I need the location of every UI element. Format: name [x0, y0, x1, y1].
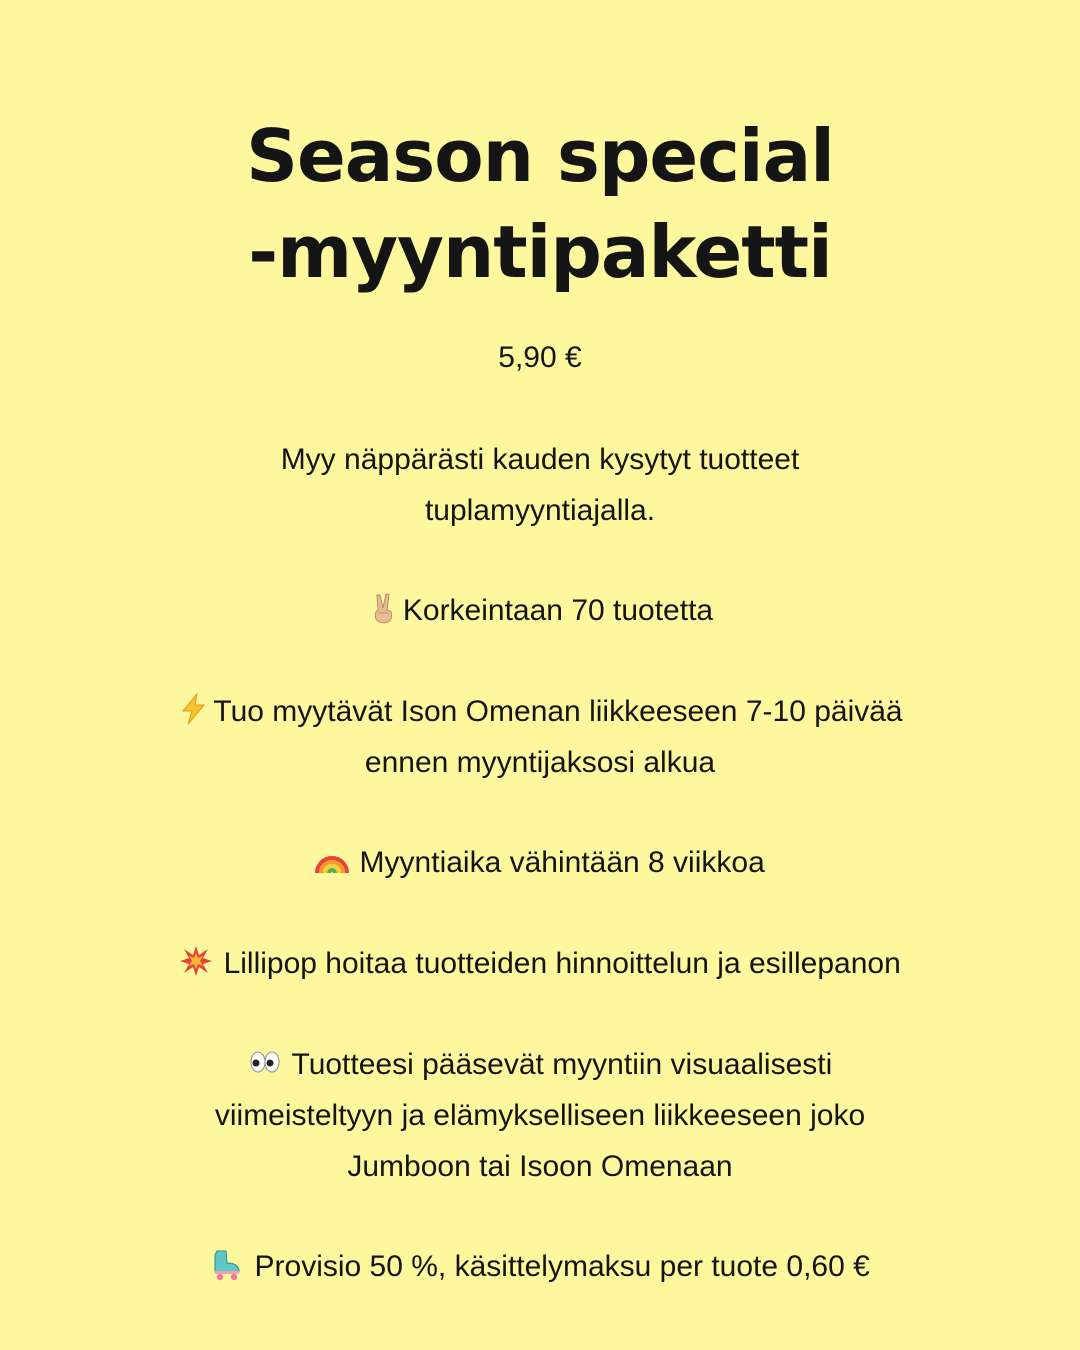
feature-text-line-2: viimeisteltyyn ja elämykselliseen liikkeeseen joko	[214, 1099, 866, 1132]
page-title	[0, 108, 1080, 300]
feature-item-sales-period	[0, 837, 1080, 888]
feature-text-line-3: Jumboon tai Isoon Omenaan	[347, 1150, 733, 1183]
roller-skate-icon	[210, 1247, 244, 1281]
title-line-2: -myyntipaketti	[248, 210, 832, 294]
feature-text: Provisio 50 %, käsittelymaksu per tuote 0,60 €	[246, 1250, 870, 1283]
feature-item-delivery	[0, 686, 1080, 788]
collision-icon	[179, 944, 213, 978]
feature-text: Korkeintaan 70 tuotetta	[402, 594, 714, 627]
intro-line-2: tuplamyyntiajalla.	[424, 494, 656, 527]
feature-text: Lillipop hoitaa tuotteiden hinnoittelun ja esillepanon	[215, 947, 901, 980]
victory-hand-icon	[367, 591, 401, 625]
feature-text-line-2: ennen myyntijaksosi alkua	[364, 746, 716, 779]
feature-text: Myyntiaika vähintään 8 viikkoa	[351, 846, 765, 879]
feature-text: Tuotteesi pääsevät myyntiin visuaalisesti	[283, 1048, 833, 1081]
title-line-1: Season special	[246, 114, 834, 198]
eyes-icon	[248, 1045, 282, 1079]
feature-item-pricing-display	[0, 938, 1080, 989]
rainbow-icon	[315, 843, 349, 877]
lightning-icon	[177, 692, 211, 726]
feature-item-commission	[0, 1241, 1080, 1292]
price: 5,90 €	[498, 341, 582, 374]
feature-item-store-visibility	[0, 1039, 1080, 1192]
intro-text	[0, 434, 1080, 536]
intro-line-1: Myy näppärästi kauden kysytyt tuotteet	[280, 443, 800, 476]
feature-text: Tuo myytävät Ison Omenan liikkeeseen 7-10 päivää	[213, 695, 903, 728]
feature-item-max-products	[0, 585, 1080, 636]
